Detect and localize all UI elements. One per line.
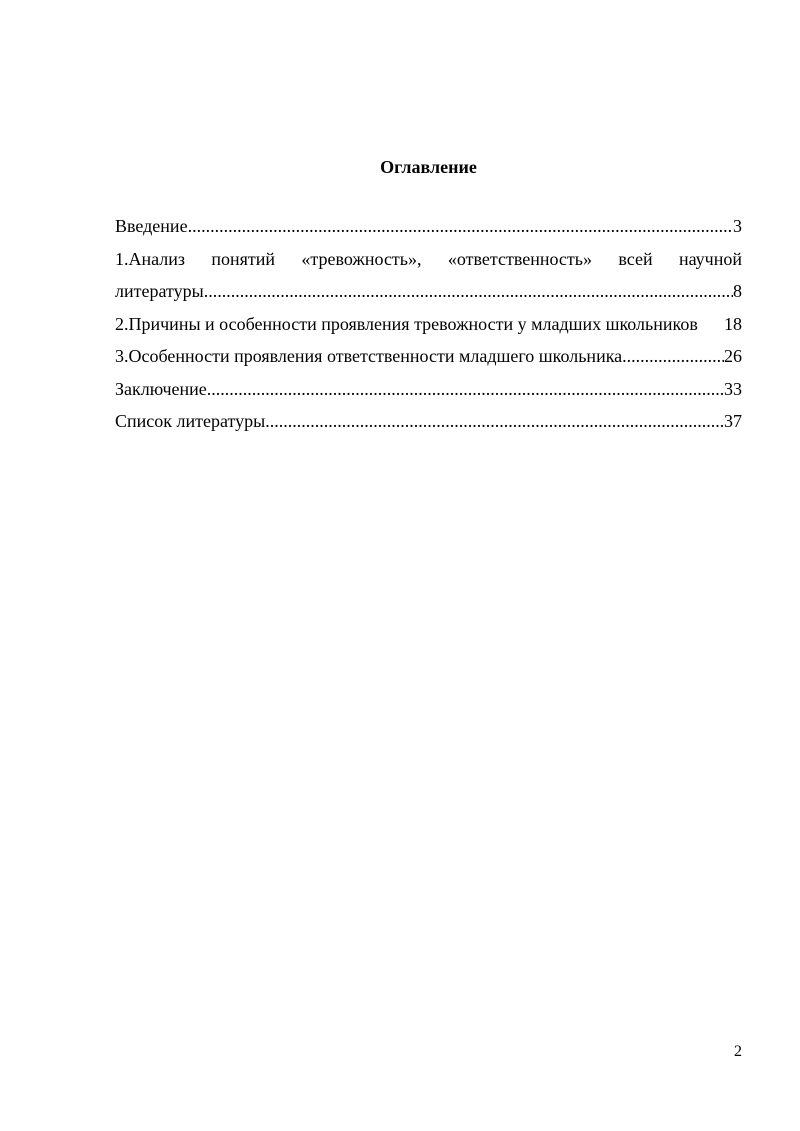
toc-entry-label: Введение (115, 216, 188, 236)
toc-entry-references (115, 405, 742, 438)
toc-entry-label: Список литературы (115, 411, 266, 431)
toc-entry-page: 8 (733, 281, 742, 301)
table-of-contents (115, 210, 742, 438)
toc-entry-label: литературы (115, 281, 204, 301)
toc-entry-chapter-1 (115, 275, 742, 308)
toc-entry-label: Заключение (115, 378, 207, 399)
toc-leader-dots (207, 373, 724, 406)
page-number: 2 (734, 1043, 742, 1060)
toc-entry-chapter-1-line-1: 1.Анализ понятий «тревожность», «ответственность» всей научной (115, 248, 742, 269)
toc-entry-conclusion (115, 373, 742, 406)
toc-entry-introduction (115, 210, 742, 243)
toc-leader-dots (622, 340, 724, 373)
toc-leader-dots (188, 210, 733, 243)
toc-title: Оглавление (380, 157, 477, 177)
toc-entry-page: 26 (724, 346, 742, 366)
toc-entry-label: 2.Причины и особенности проявления тревожности у младших школьников (115, 313, 698, 334)
toc-entry-chapter-3 (115, 340, 742, 373)
toc-leader-dots (265, 405, 724, 438)
toc-entry-page: 3 (733, 216, 742, 236)
toc-leader-dots (204, 275, 733, 308)
toc-entry-label: 3.Особенности проявления ответственности младшего школьника (115, 346, 623, 366)
toc-entry-chapter-2 (115, 308, 742, 341)
toc-entry-page: 33 (724, 378, 742, 399)
toc-entry-page: 18 (724, 313, 742, 334)
toc-entry-page: 37 (724, 411, 742, 431)
